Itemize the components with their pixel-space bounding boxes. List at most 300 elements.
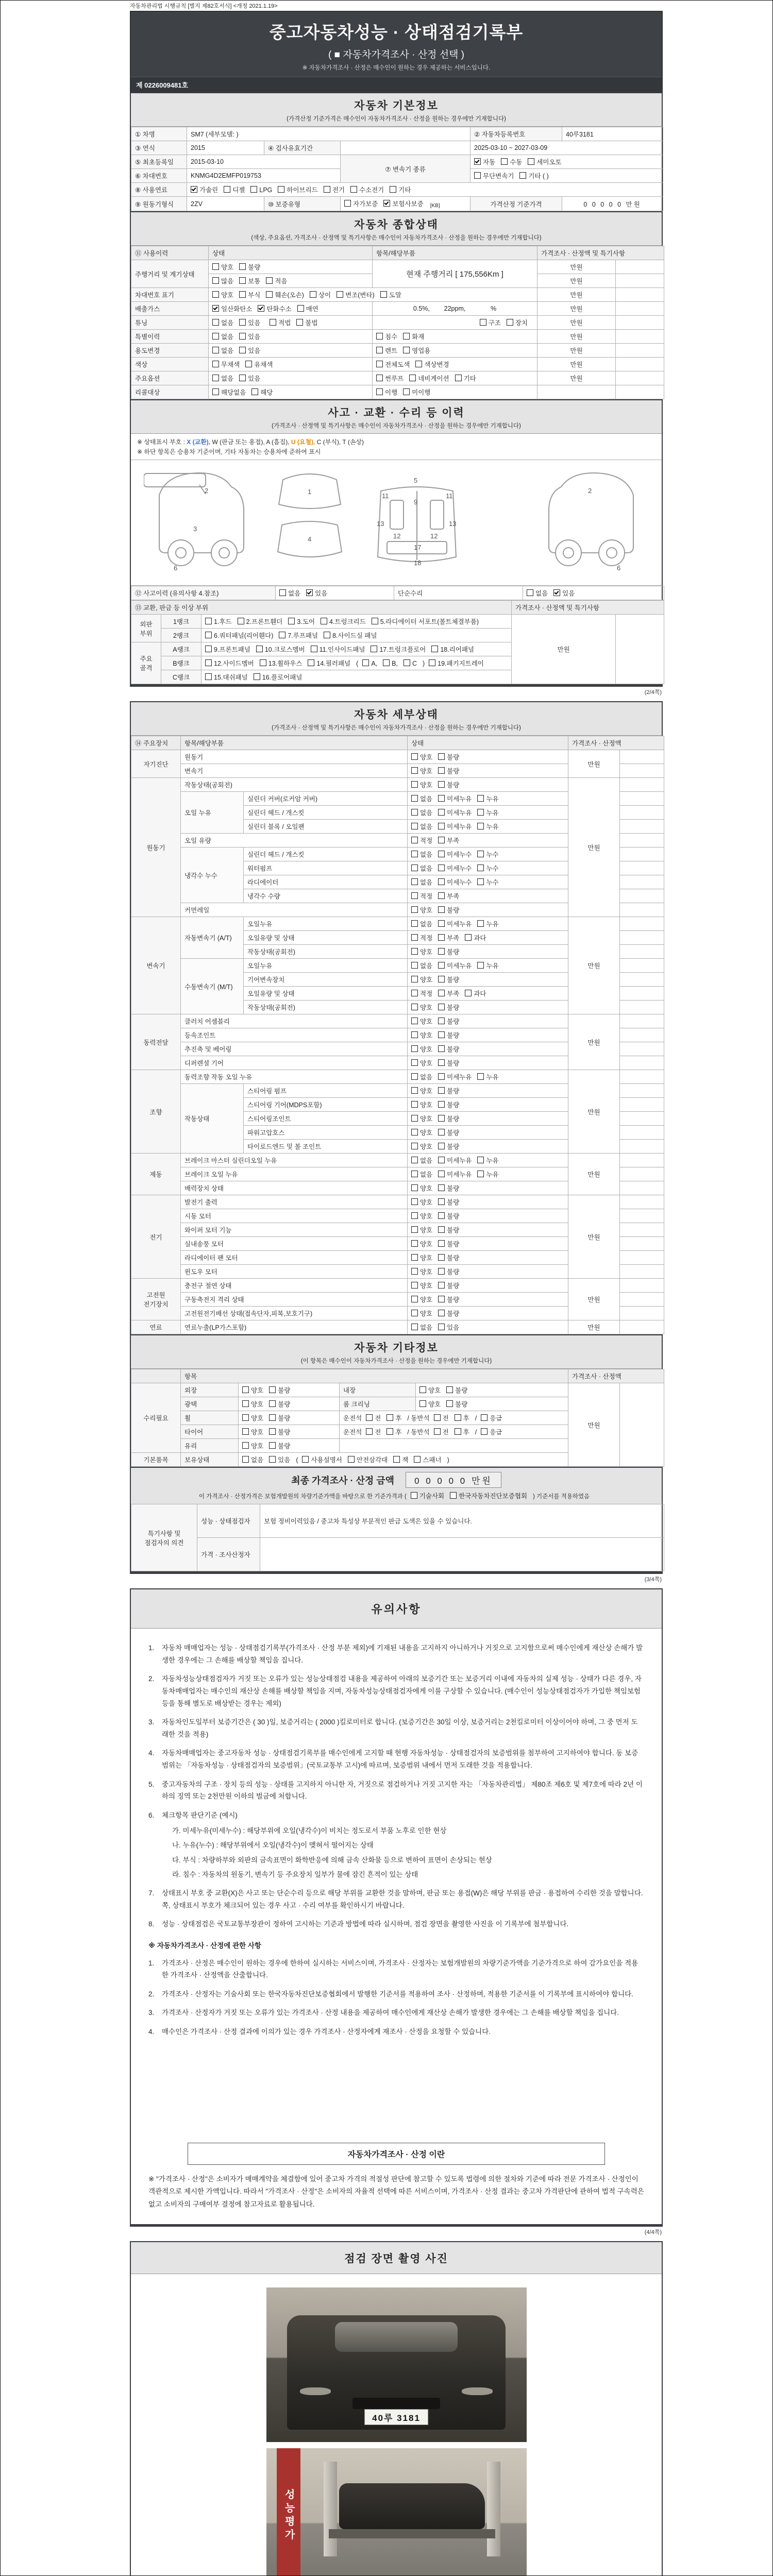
checkbox-option[interactable] [411, 1170, 432, 1179]
checkbox-option[interactable] [279, 588, 300, 598]
checkbox-option[interactable] [553, 588, 575, 598]
checkbox-icon[interactable] [477, 809, 484, 816]
checkbox-option[interactable] [438, 836, 459, 845]
checkbox-icon[interactable] [409, 375, 416, 381]
checkbox-option[interactable] [528, 157, 561, 166]
checkbox-option[interactable] [438, 975, 459, 984]
checkbox-icon[interactable] [477, 1073, 484, 1080]
checkbox-option[interactable] [438, 1128, 459, 1137]
checkbox-option[interactable] [477, 1170, 498, 1179]
checkbox-option[interactable] [411, 1072, 432, 1081]
checkbox-option[interactable] [411, 1197, 432, 1207]
checkbox-option[interactable] [527, 588, 548, 598]
checkbox-icon[interactable] [411, 1129, 418, 1136]
checkbox-icon[interactable] [238, 618, 244, 624]
checkbox-icon[interactable] [431, 646, 438, 652]
checkbox-option[interactable] [474, 157, 495, 166]
checkbox-icon[interactable] [411, 753, 418, 760]
checkbox-option[interactable] [446, 1399, 467, 1409]
checkbox-option[interactable] [477, 863, 498, 873]
checkbox-icon[interactable] [311, 646, 317, 652]
checkbox-icon[interactable] [239, 277, 246, 284]
checkbox-option[interactable] [403, 387, 430, 397]
checkbox-option[interactable] [350, 185, 384, 194]
checkbox-icon[interactable] [242, 1442, 249, 1449]
checkbox-icon[interactable] [411, 1157, 418, 1163]
checkbox-icon[interactable] [477, 823, 484, 829]
checkbox-option[interactable] [438, 947, 459, 956]
checkbox-icon[interactable] [455, 375, 462, 381]
checkbox-icon[interactable] [205, 673, 212, 680]
checkbox-option[interactable] [376, 332, 397, 341]
checkbox-icon[interactable] [310, 291, 316, 298]
checkbox-icon[interactable] [411, 1018, 418, 1024]
checkbox-option[interactable] [438, 1044, 459, 1054]
checkbox-option[interactable] [411, 989, 432, 998]
checkbox-option[interactable] [419, 1385, 441, 1395]
checkbox-icon[interactable] [411, 1101, 418, 1108]
checkbox-option[interactable] [438, 1309, 459, 1318]
checkbox-icon[interactable] [411, 1268, 418, 1275]
checkbox-icon[interactable] [279, 632, 285, 638]
checkbox-icon[interactable] [205, 618, 212, 624]
checkbox-icon[interactable] [205, 659, 212, 666]
checkbox-option[interactable] [411, 863, 432, 873]
checkbox-option[interactable] [376, 360, 410, 369]
checkbox-option[interactable] [434, 1427, 449, 1436]
checkbox-icon[interactable] [403, 333, 410, 340]
checkbox-icon[interactable] [212, 375, 219, 381]
checkbox-option[interactable] [239, 374, 260, 383]
checkbox-option[interactable] [212, 387, 246, 397]
checkbox-icon[interactable] [266, 277, 273, 284]
checkbox-option[interactable] [438, 1170, 472, 1179]
checkbox-option[interactable] [411, 1142, 432, 1151]
checkbox-option[interactable] [212, 304, 252, 313]
checkbox-checked-icon[interactable] [474, 158, 481, 165]
checkbox-icon[interactable] [411, 795, 418, 802]
checkbox-option[interactable] [438, 1100, 459, 1109]
checkbox-icon[interactable] [302, 1456, 309, 1463]
checkbox-option[interactable] [438, 808, 472, 817]
checkbox-option[interactable] [438, 961, 472, 970]
checkbox-icon[interactable] [438, 1129, 445, 1136]
checkbox-icon[interactable] [411, 1324, 418, 1330]
checkbox-option[interactable] [438, 1239, 459, 1248]
checkbox-option[interactable] [256, 645, 305, 654]
checkbox-option[interactable] [212, 262, 233, 272]
checkbox-option[interactable] [411, 850, 432, 859]
checkbox-icon[interactable] [438, 892, 445, 899]
checkbox-option[interactable] [205, 672, 248, 682]
checkbox-option[interactable] [376, 374, 404, 383]
checkbox-option[interactable] [438, 1323, 459, 1332]
checkbox-option[interactable] [438, 1016, 459, 1026]
checkbox-option[interactable] [403, 346, 430, 355]
checkbox-option[interactable] [411, 947, 432, 956]
checkbox-option[interactable] [238, 617, 283, 626]
checkbox-option[interactable] [258, 304, 291, 313]
checkbox-option[interactable] [372, 617, 479, 626]
checkbox-option[interactable] [438, 822, 472, 831]
checkbox-option[interactable] [324, 185, 345, 194]
checkbox-icon[interactable] [438, 1184, 445, 1191]
checkbox-icon[interactable] [438, 809, 445, 816]
checkbox-icon[interactable] [438, 906, 445, 913]
checkbox-option[interactable] [438, 1281, 459, 1290]
checkbox-option[interactable] [324, 631, 377, 640]
checkbox-icon[interactable] [393, 1456, 400, 1463]
checkbox-icon[interactable] [366, 1414, 373, 1421]
checkbox-icon[interactable] [438, 1198, 445, 1205]
checkbox-icon[interactable] [455, 1428, 461, 1435]
checkbox-icon[interactable] [266, 291, 273, 298]
checkbox-option[interactable] [279, 631, 318, 640]
checkbox-icon[interactable] [278, 186, 284, 193]
checkbox-option[interactable] [212, 318, 233, 327]
checkbox-icon[interactable] [411, 865, 418, 871]
checkbox-option[interactable] [242, 1413, 263, 1422]
checkbox-icon[interactable] [269, 1428, 276, 1435]
checkbox-option[interactable] [411, 891, 432, 901]
checkbox-option[interactable] [411, 822, 432, 831]
checkbox-option[interactable] [362, 659, 377, 667]
checkbox-option[interactable] [411, 1491, 444, 1500]
checkbox-option[interactable] [481, 1427, 502, 1436]
checkbox-icon[interactable] [362, 659, 369, 666]
checkbox-option[interactable] [371, 645, 426, 654]
checkbox-option[interactable] [455, 1427, 469, 1436]
checkbox-icon[interactable] [438, 823, 445, 829]
checkbox-option[interactable] [212, 346, 233, 355]
checkbox-checked-icon[interactable] [191, 186, 197, 193]
checkbox-icon[interactable] [477, 878, 484, 885]
checkbox-icon[interactable] [477, 1171, 484, 1177]
checkbox-icon[interactable] [411, 1143, 418, 1149]
checkbox-option[interactable] [212, 276, 233, 285]
checkbox-option[interactable] [438, 1030, 459, 1040]
checkbox-option[interactable] [415, 360, 449, 369]
checkbox-option[interactable] [434, 1413, 449, 1422]
checkbox-option[interactable] [269, 1441, 290, 1450]
checkbox-icon[interactable] [411, 1059, 418, 1066]
checkbox-option[interactable] [242, 1441, 263, 1450]
checkbox-option[interactable] [344, 199, 378, 208]
checkbox-icon[interactable] [414, 1456, 421, 1463]
checkbox-icon[interactable] [411, 809, 418, 816]
checkbox-icon[interactable] [438, 1310, 445, 1316]
checkbox-icon[interactable] [386, 1414, 393, 1421]
checkbox-option[interactable] [477, 850, 498, 859]
checkbox-icon[interactable] [386, 1428, 393, 1435]
checkbox-option[interactable] [404, 659, 417, 667]
checkbox-icon[interactable] [212, 333, 219, 340]
checkbox-icon[interactable] [270, 319, 276, 326]
checkbox-icon[interactable] [212, 361, 219, 367]
checkbox-icon[interactable] [205, 632, 212, 638]
checkbox-option[interactable] [366, 1427, 381, 1436]
checkbox-option[interactable] [411, 794, 432, 803]
checkbox-option[interactable] [411, 919, 432, 928]
checkbox-option[interactable] [205, 631, 273, 640]
checkbox-option[interactable] [411, 1211, 432, 1221]
checkbox-option[interactable] [321, 617, 366, 626]
checkbox-icon[interactable] [376, 333, 383, 340]
checkbox-icon[interactable] [411, 1031, 418, 1038]
checkbox-option[interactable] [296, 318, 317, 327]
checkbox-option[interactable] [242, 1385, 263, 1395]
checkbox-icon[interactable] [477, 851, 484, 857]
checkbox-icon[interactable] [212, 388, 219, 395]
checkbox-option[interactable] [438, 1225, 459, 1234]
checkbox-option[interactable] [411, 1225, 432, 1234]
checkbox-icon[interactable] [438, 1268, 445, 1275]
checkbox-option[interactable] [393, 1455, 408, 1464]
checkbox-option[interactable] [438, 933, 459, 942]
checkbox-option[interactable] [419, 1399, 441, 1409]
checkbox-option[interactable] [250, 186, 272, 194]
checkbox-icon[interactable] [242, 1400, 249, 1407]
checkbox-icon[interactable] [411, 1254, 418, 1261]
checkbox-icon[interactable] [411, 1073, 418, 1080]
checkbox-icon[interactable] [212, 277, 219, 284]
checkbox-option[interactable] [239, 318, 260, 327]
checkbox-icon[interactable] [411, 1240, 418, 1247]
checkbox-option[interactable] [501, 157, 522, 166]
checkbox-option[interactable] [438, 1086, 459, 1095]
checkbox-icon[interactable] [438, 1143, 445, 1149]
checkbox-option[interactable] [278, 185, 317, 194]
checkbox-icon[interactable] [288, 618, 295, 624]
checkbox-icon[interactable] [438, 795, 445, 802]
checkbox-icon[interactable] [269, 1414, 276, 1421]
checkbox-icon[interactable] [411, 976, 418, 982]
checkbox-option[interactable] [438, 989, 459, 998]
checkbox-checked-icon[interactable] [553, 589, 560, 596]
checkbox-option[interactable] [308, 658, 350, 668]
checkbox-icon[interactable] [438, 1226, 445, 1233]
checkbox-option[interactable] [242, 1427, 263, 1436]
checkbox-icon[interactable] [411, 1004, 418, 1010]
checkbox-option[interactable] [438, 891, 459, 901]
checkbox-option[interactable] [438, 905, 459, 914]
checkbox-option[interactable] [269, 1455, 290, 1464]
checkbox-icon[interactable] [419, 1386, 426, 1393]
checkbox-option[interactable] [411, 1281, 432, 1290]
checkbox-icon[interactable] [438, 1087, 445, 1094]
checkbox-option[interactable] [260, 658, 303, 668]
checkbox-option[interactable] [411, 1239, 432, 1248]
checkbox-icon[interactable] [434, 1414, 441, 1421]
checkbox-icon[interactable] [438, 1282, 445, 1289]
checkbox-option[interactable] [411, 1030, 432, 1040]
checkbox-icon[interactable] [411, 1282, 418, 1289]
checkbox-icon[interactable] [371, 646, 377, 652]
checkbox-icon[interactable] [308, 659, 314, 666]
checkbox-option[interactable] [403, 332, 424, 341]
checkbox-icon[interactable] [438, 1115, 445, 1122]
checkbox-icon[interactable] [438, 948, 445, 955]
checkbox-icon[interactable] [372, 618, 378, 624]
checkbox-icon[interactable] [260, 659, 266, 666]
checkbox-icon[interactable] [254, 673, 260, 680]
checkbox-option[interactable] [205, 658, 254, 668]
checkbox-option[interactable] [411, 808, 432, 817]
checkbox-option[interactable] [386, 1427, 401, 1436]
checkbox-option[interactable] [438, 780, 459, 789]
checkbox-option[interactable] [438, 1072, 472, 1081]
checkbox-option[interactable] [481, 1413, 502, 1422]
checkbox-option[interactable] [409, 374, 449, 383]
checkbox-option[interactable] [239, 290, 260, 299]
checkbox-option[interactable] [288, 617, 315, 626]
checkbox-icon[interactable] [224, 186, 230, 193]
checkbox-icon[interactable] [205, 646, 212, 652]
checkbox-icon[interactable] [438, 753, 445, 760]
checkbox-icon[interactable] [411, 767, 418, 774]
checkbox-icon[interactable] [481, 1414, 488, 1421]
checkbox-icon[interactable] [415, 361, 422, 367]
checkbox-icon[interactable] [411, 1171, 418, 1177]
checkbox-icon[interactable] [438, 990, 445, 996]
checkbox-icon[interactable] [411, 892, 418, 899]
checkbox-option[interactable] [411, 1156, 432, 1165]
checkbox-icon[interactable] [239, 319, 246, 326]
checkbox-icon[interactable] [390, 186, 396, 193]
checkbox-icon[interactable] [376, 388, 383, 395]
checkbox-icon[interactable] [411, 1045, 418, 1052]
checkbox-icon[interactable] [376, 347, 383, 353]
checkbox-icon[interactable] [465, 934, 472, 941]
checkbox-icon[interactable] [438, 976, 445, 982]
checkbox-icon[interactable] [212, 291, 219, 298]
checkbox-option[interactable] [411, 1016, 432, 1026]
checkbox-option[interactable] [438, 1211, 459, 1221]
checkbox-option[interactable] [310, 290, 331, 299]
checkbox-option[interactable] [455, 1413, 469, 1422]
checkbox-icon[interactable] [438, 1031, 445, 1038]
checkbox-icon[interactable] [212, 319, 219, 326]
checkbox-option[interactable] [438, 919, 472, 928]
checkbox-option[interactable] [390, 185, 411, 194]
checkbox-option[interactable] [224, 185, 245, 194]
checkbox-option[interactable] [438, 877, 472, 887]
checkbox-icon[interactable] [450, 1492, 457, 1499]
checkbox-icon[interactable] [480, 319, 486, 326]
checkbox-icon[interactable] [279, 589, 286, 596]
checkbox-icon[interactable] [438, 920, 445, 927]
checkbox-option[interactable] [239, 262, 260, 272]
checkbox-icon[interactable] [477, 795, 484, 802]
checkbox-icon[interactable] [296, 319, 303, 326]
checkbox-option[interactable] [411, 975, 432, 984]
checkbox-icon[interactable] [212, 347, 219, 353]
checkbox-option[interactable] [438, 1183, 459, 1193]
checkbox-option[interactable] [431, 645, 474, 654]
checkbox-icon[interactable] [507, 319, 513, 326]
checkbox-icon[interactable] [269, 1456, 276, 1463]
checkbox-option[interactable] [242, 1455, 263, 1464]
checkbox-icon[interactable] [269, 1400, 276, 1407]
checkbox-icon[interactable] [438, 1045, 445, 1052]
checkbox-option[interactable] [380, 290, 401, 299]
checkbox-option[interactable] [411, 1267, 432, 1276]
checkbox-icon[interactable] [411, 906, 418, 913]
checkbox-icon[interactable] [527, 589, 533, 596]
checkbox-option[interactable] [266, 276, 287, 285]
checkbox-icon[interactable] [337, 291, 343, 298]
checkbox-option[interactable] [455, 374, 476, 383]
checkbox-option[interactable] [386, 1413, 401, 1422]
checkbox-icon[interactable] [411, 1492, 417, 1499]
checkbox-checked-icon[interactable] [383, 200, 390, 207]
checkbox-icon[interactable] [438, 934, 445, 941]
checkbox-option[interactable] [438, 752, 459, 761]
checkbox-icon[interactable] [411, 934, 418, 941]
checkbox-icon[interactable] [438, 962, 445, 969]
checkbox-option[interactable] [411, 1003, 432, 1012]
checkbox-option[interactable] [205, 617, 232, 626]
checkbox-option[interactable] [411, 1128, 432, 1137]
checkbox-option[interactable] [411, 877, 432, 887]
checkbox-option[interactable] [383, 659, 398, 667]
checkbox-option[interactable] [477, 794, 498, 803]
checkbox-icon[interactable] [501, 158, 508, 165]
checkbox-icon[interactable] [438, 1171, 445, 1177]
checkbox-option[interactable] [348, 1455, 388, 1464]
checkbox-icon[interactable] [477, 865, 484, 871]
checkbox-option[interactable] [270, 318, 291, 327]
checkbox-icon[interactable] [380, 291, 387, 298]
checkbox-option[interactable] [519, 171, 548, 180]
checkbox-icon[interactable] [438, 1254, 445, 1261]
checkbox-icon[interactable] [411, 1310, 418, 1316]
checkbox-option[interactable] [429, 658, 484, 668]
checkbox-option[interactable] [239, 276, 260, 285]
checkbox-icon[interactable] [411, 1115, 418, 1122]
checkbox-option[interactable] [269, 1427, 290, 1436]
checkbox-icon[interactable] [411, 1226, 418, 1233]
checkbox-option[interactable] [411, 905, 432, 914]
checkbox-option[interactable] [311, 645, 365, 654]
checkbox-option[interactable] [376, 387, 397, 397]
checkbox-option[interactable] [411, 752, 432, 761]
checkbox-icon[interactable] [239, 333, 246, 340]
checkbox-checked-icon[interactable] [306, 589, 313, 596]
checkbox-icon[interactable] [242, 1414, 249, 1421]
checkbox-icon[interactable] [411, 948, 418, 955]
checkbox-icon[interactable] [403, 388, 410, 395]
checkbox-icon[interactable] [239, 291, 246, 298]
checkbox-icon[interactable] [477, 1157, 484, 1163]
checkbox-icon[interactable] [411, 962, 418, 969]
checkbox-option[interactable] [477, 1156, 498, 1165]
checkbox-option[interactable] [251, 387, 273, 397]
checkbox-option[interactable] [450, 1491, 527, 1500]
checkbox-option[interactable] [269, 1413, 290, 1422]
checkbox-option[interactable] [438, 850, 472, 859]
checkbox-checked-icon[interactable] [212, 305, 219, 312]
checkbox-icon[interactable] [455, 1414, 461, 1421]
checkbox-option[interactable] [411, 1058, 432, 1067]
checkbox-option[interactable] [297, 304, 318, 313]
checkbox-icon[interactable] [256, 646, 263, 652]
checkbox-option[interactable] [239, 346, 260, 355]
checkbox-option[interactable] [438, 766, 459, 775]
checkbox-icon[interactable] [366, 1428, 373, 1435]
checkbox-icon[interactable] [474, 172, 481, 179]
checkbox-icon[interactable] [411, 1184, 418, 1191]
